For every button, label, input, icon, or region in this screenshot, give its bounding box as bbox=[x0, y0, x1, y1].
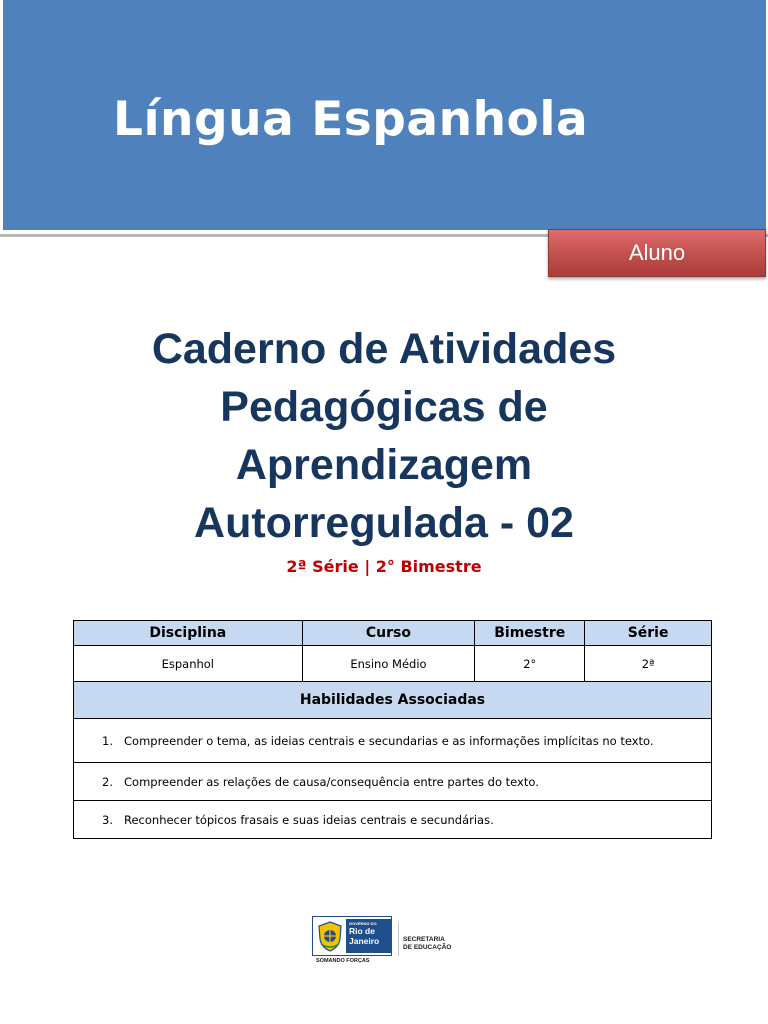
government-logo bbox=[312, 916, 458, 966]
info-table bbox=[73, 620, 712, 839]
logo-state-text: Rio de bbox=[349, 926, 375, 936]
logo-sec-line: DE EDUCAÇÃO bbox=[403, 944, 452, 951]
state-crest-icon bbox=[315, 919, 345, 953]
habilidades-title: Habilidades Associadas bbox=[74, 682, 712, 719]
logo-state-block bbox=[346, 919, 391, 953]
habilidade-number: 3. bbox=[102, 812, 113, 827]
header-bimestre: Bimestre bbox=[475, 621, 585, 646]
subject-title: Língua Espanhola bbox=[113, 92, 589, 147]
habilidade-number: 1. bbox=[102, 733, 113, 748]
habilidade-number: 2. bbox=[102, 774, 113, 789]
logo-sec-line: SECRETARIA bbox=[403, 936, 445, 943]
habilidade-text: Reconhecer tópicos frasais e suas ideias centrais e secundárias. bbox=[124, 812, 494, 827]
cover-subtitle: 2ª Série | 2° Bimestre bbox=[286, 557, 482, 576]
cover-title-line: Autorregulada - 02 bbox=[194, 499, 574, 547]
value-serie: 2ª bbox=[585, 646, 712, 682]
cover-title-line: Caderno de Atividades bbox=[151, 325, 617, 373]
table-row bbox=[74, 646, 712, 682]
habilidades-header-row bbox=[74, 682, 712, 719]
table-header-row bbox=[74, 621, 712, 646]
habilidade-row bbox=[74, 763, 712, 801]
header-band bbox=[3, 0, 766, 230]
value-bimestre: 2° bbox=[475, 646, 585, 682]
logo-tagline: SOMANDO FORÇAS bbox=[316, 958, 370, 964]
habilidade-text: Compreender as relações de causa/consequência entre partes do texto. bbox=[124, 774, 539, 789]
cover-title bbox=[84, 320, 684, 552]
cover-title-line: Pedagógicas de bbox=[220, 383, 548, 431]
habilidade-row bbox=[74, 719, 712, 763]
value-disciplina: Espanhol bbox=[74, 646, 303, 682]
habilidade-row bbox=[74, 801, 712, 839]
logo-gov-text: GOVERNO DO bbox=[349, 921, 377, 926]
logo-state-text: Janeiro bbox=[349, 935, 380, 946]
value-curso: Ensino Médio bbox=[302, 646, 475, 682]
header-serie: Série bbox=[585, 621, 712, 646]
logo-secretaria bbox=[403, 936, 451, 952]
cover-title-line: Aprendizagem bbox=[235, 441, 533, 489]
header-disciplina: Disciplina bbox=[74, 621, 303, 646]
header-curso: Curso bbox=[302, 621, 475, 646]
habilidade-text: Compreender o tema, as ideias centrais e secundarias e as informações implícitas no texto. bbox=[124, 733, 654, 748]
logo-separator bbox=[398, 922, 399, 956]
aluno-tab: Aluno bbox=[548, 229, 766, 277]
logo-frame bbox=[312, 916, 392, 956]
